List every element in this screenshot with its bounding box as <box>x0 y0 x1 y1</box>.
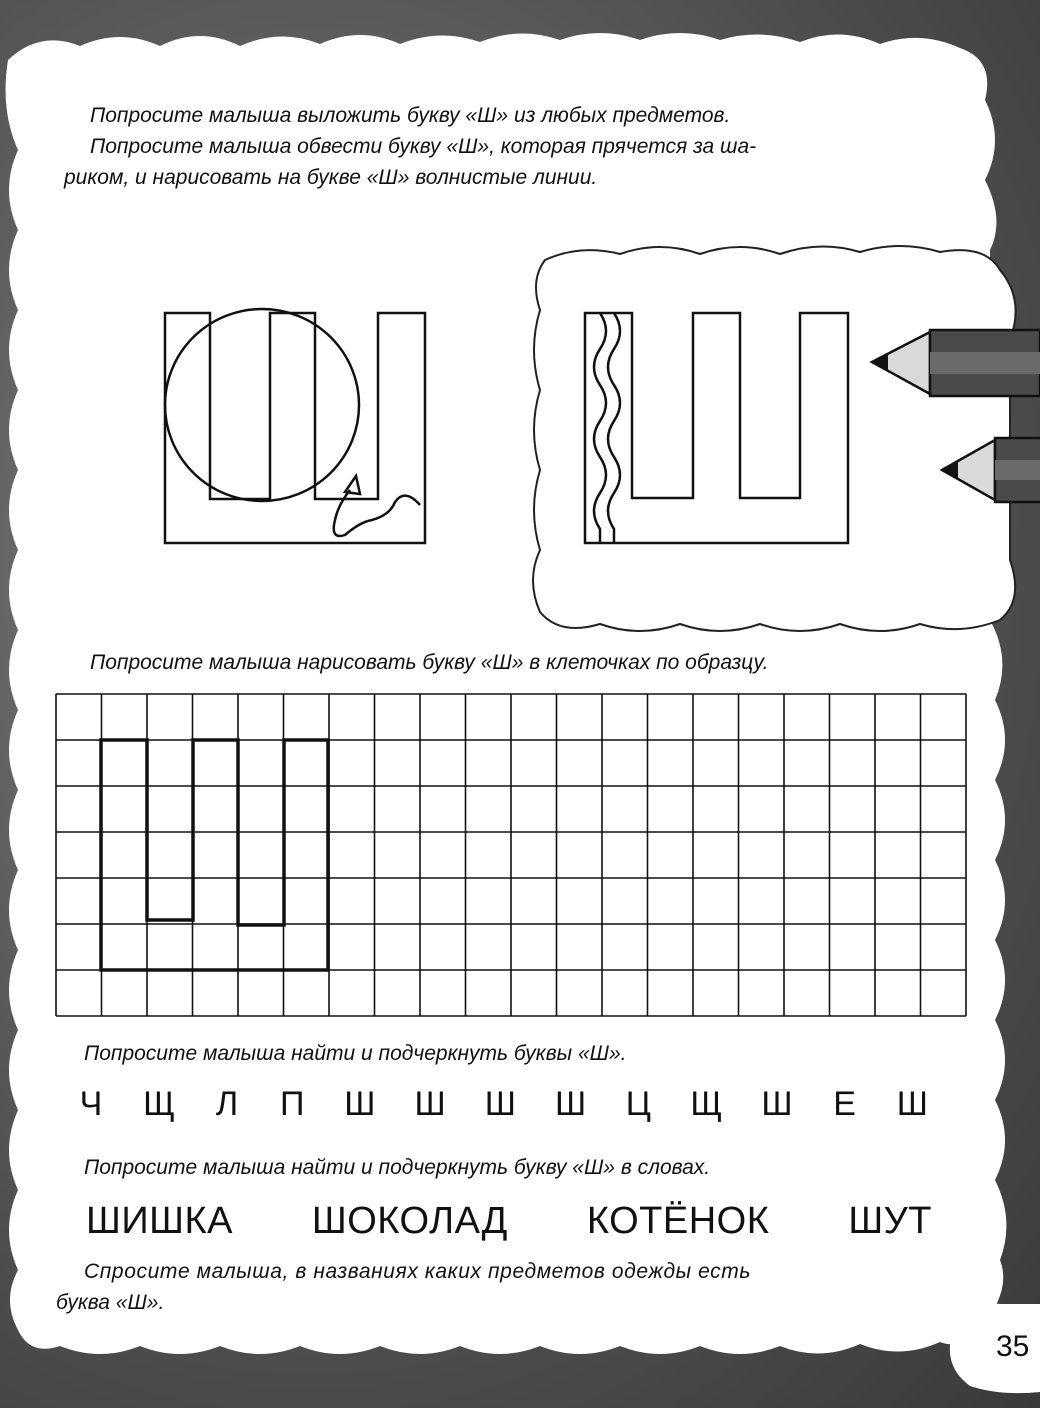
page-number: 35 <box>996 1330 1030 1363</box>
letter-item: Ц <box>625 1085 651 1123</box>
words-row <box>86 1200 932 1243</box>
inner-card <box>533 246 1016 631</box>
letter-item: Щ <box>690 1085 723 1123</box>
letter-item: Ш <box>555 1085 587 1123</box>
word-item: ШОКОЛАД <box>311 1200 508 1242</box>
letter-item: Ш <box>761 1085 793 1123</box>
letter-item: Л <box>215 1085 239 1123</box>
letter-item: Ш <box>414 1085 446 1123</box>
instruction-clothes-line1: Спросите малыша, в названиях каких предметов одежды есть <box>84 1260 752 1283</box>
instruction-trace-line2: риком, и нарисовать на букве «Ш» волнистые линии. <box>64 166 598 189</box>
letter-item: П <box>279 1085 305 1123</box>
instruction-grid: Попросите малыша нарисовать букву «Ш» в клеточках по образцу. <box>90 651 769 674</box>
word-item: ШУТ <box>848 1200 932 1242</box>
letter-item: Ш <box>896 1085 928 1123</box>
instruction-clothes-line2: буква «Ш». <box>56 1291 165 1314</box>
instruction-find-in-words: Попросите малыша найти и подчеркнуть букву «Ш» в словах. <box>84 1156 711 1179</box>
instruction-find-letters: Попросите малыша найти и подчеркнуть буквы «Ш». <box>84 1042 627 1065</box>
letter-item: Ч <box>79 1085 103 1123</box>
word-item: ШИШКА <box>86 1200 233 1242</box>
letters-row <box>78 1085 928 1124</box>
instruction-trace-line1: Попросите малыша обвести букву «Ш», которая прячется за ша- <box>90 135 757 158</box>
letter-item: Е <box>833 1085 856 1123</box>
letter-item: Ш <box>484 1085 516 1123</box>
letter-item: Щ <box>143 1085 175 1123</box>
word-item: КОТЁНОК <box>586 1200 770 1242</box>
instruction-lay-out: Попросите малыша выложить букву «Ш» из любых предметов. <box>90 104 731 127</box>
letter-item: Ш <box>344 1085 376 1123</box>
